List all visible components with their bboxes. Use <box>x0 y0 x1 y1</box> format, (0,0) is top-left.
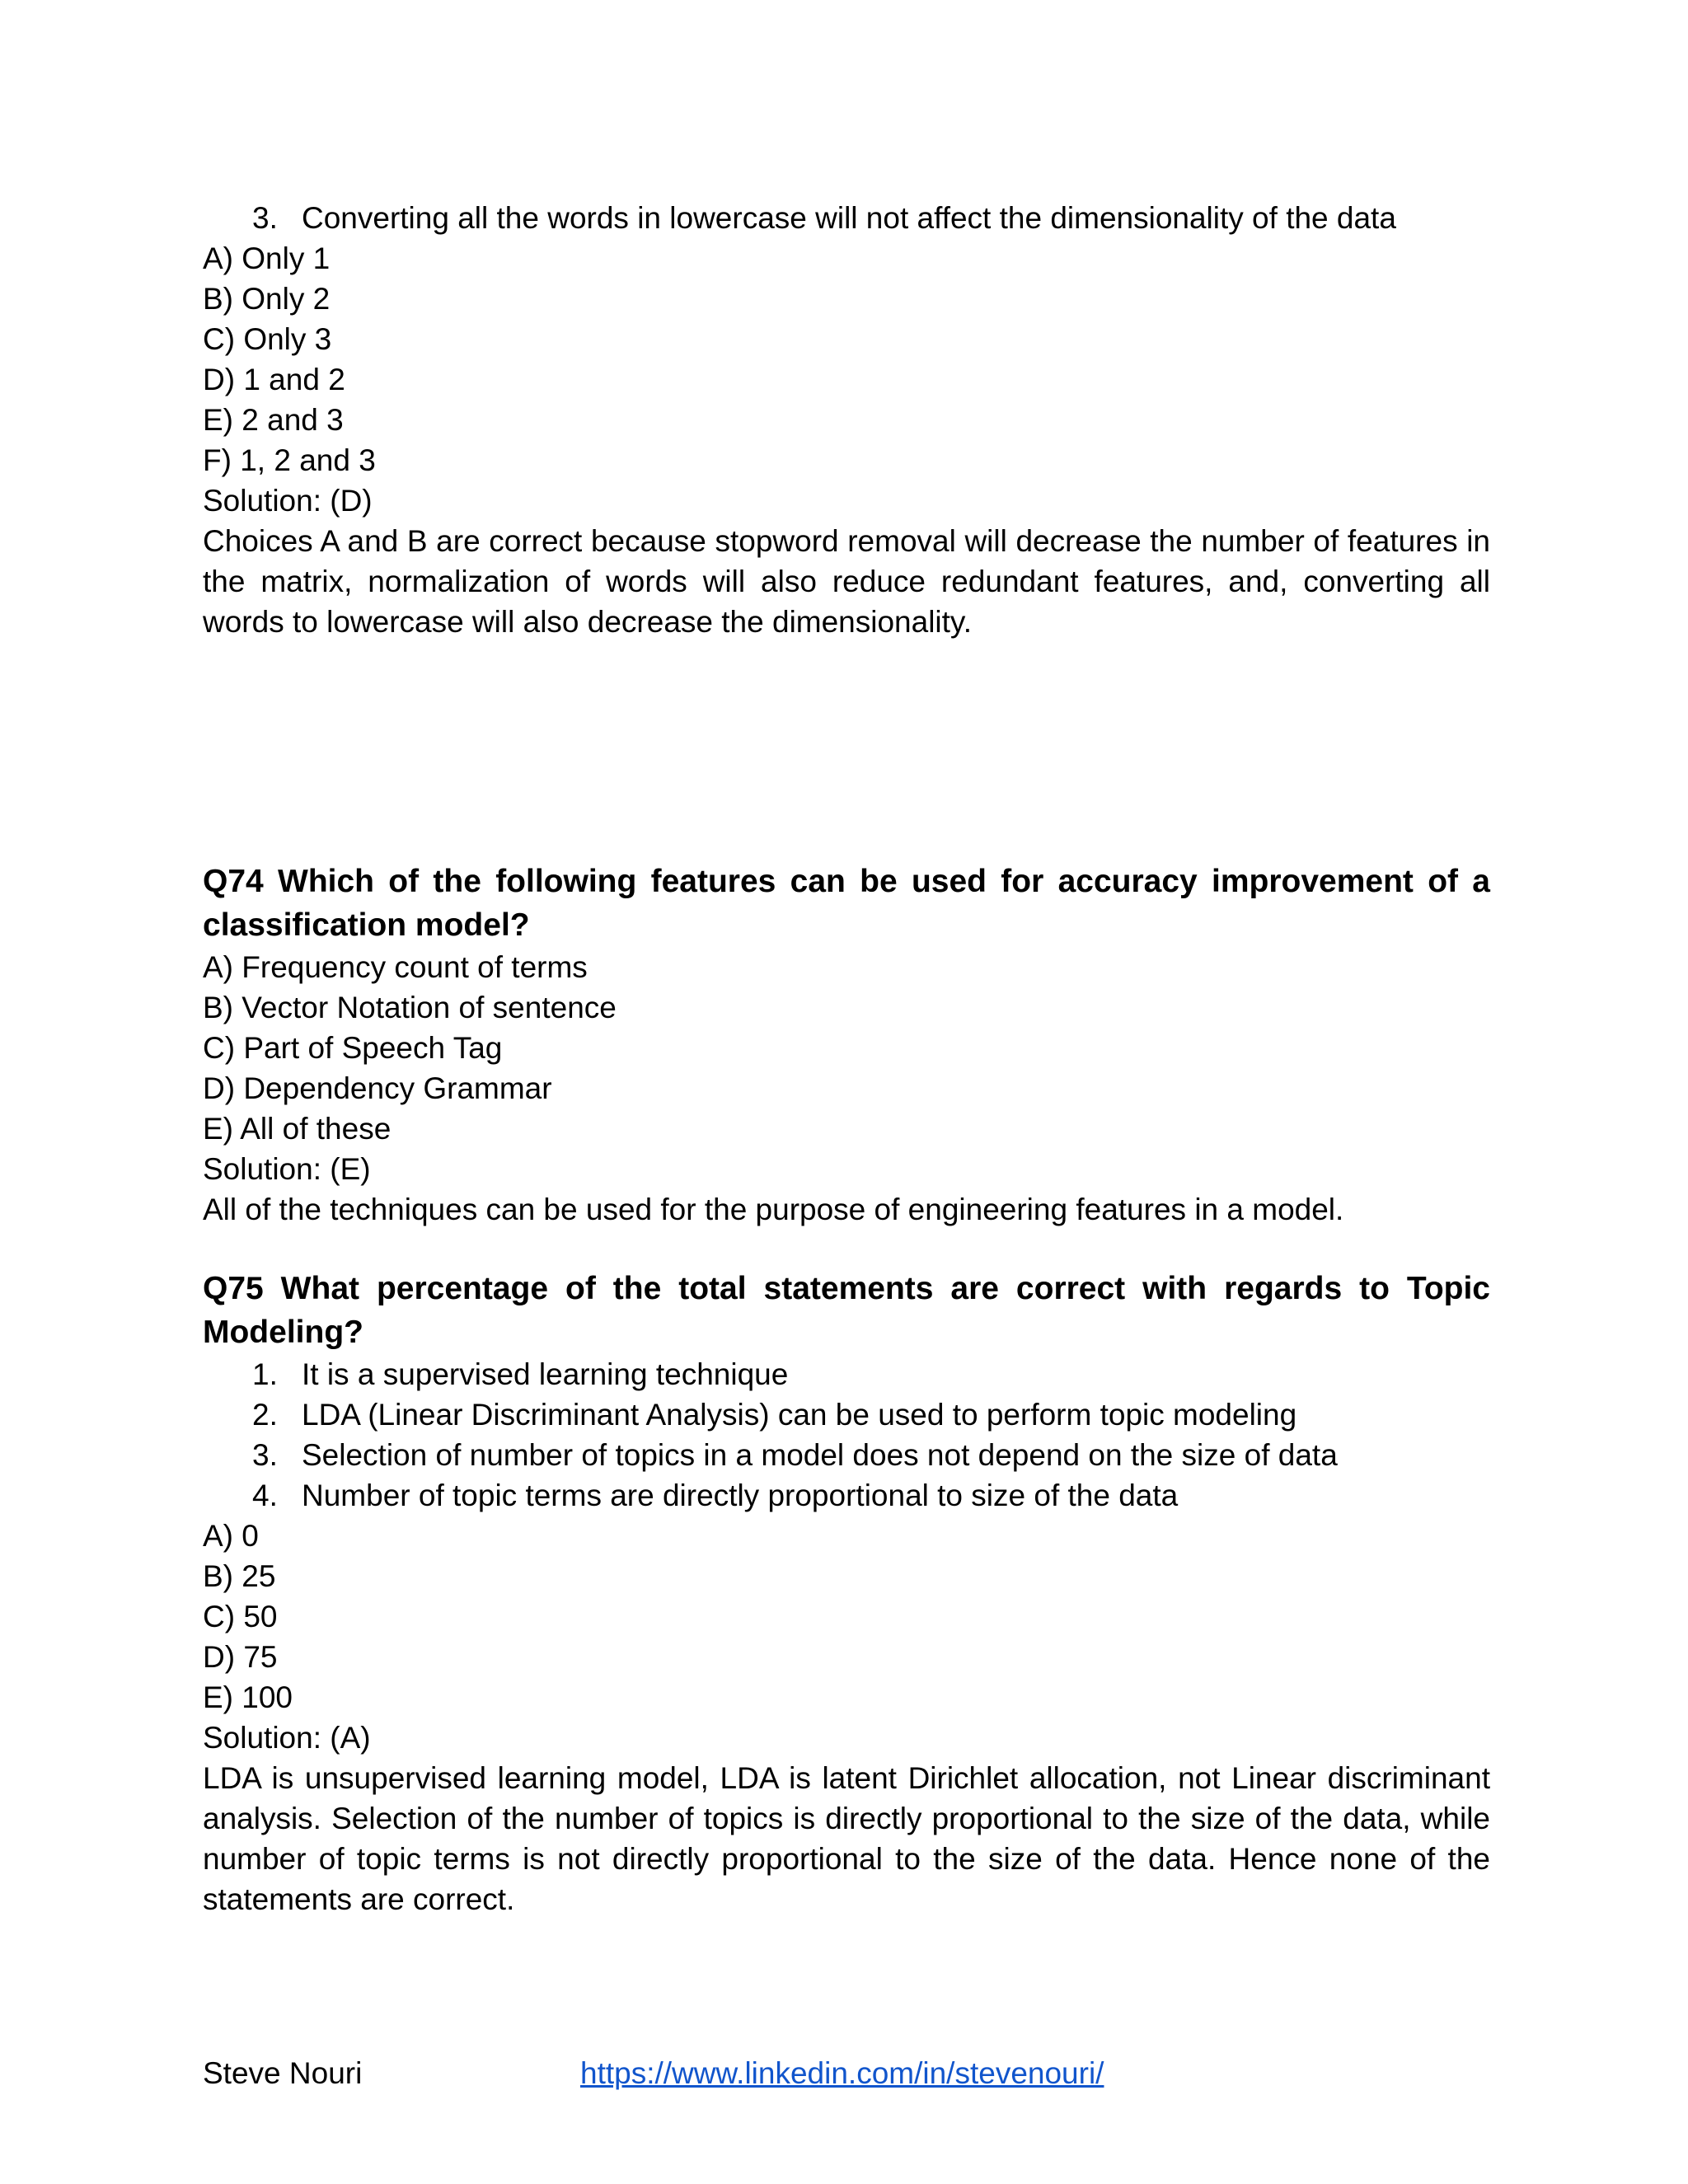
statement-number: 3. <box>252 1438 278 1472</box>
option-e: E) All of these <box>203 1112 392 1146</box>
option-d: D) 1 and 2 <box>203 363 345 396</box>
spacer <box>203 642 1490 860</box>
statement-text: LDA (Linear Discriminant Analysis) can be used to perform topic modeling <box>302 1398 1297 1432</box>
option-c: C) Part of Speech Tag <box>203 1031 503 1065</box>
option-e: E) 100 <box>203 1680 293 1714</box>
question-title-q75: Q75 What percentage of the total statements are correct with regards to Topic Modeling? <box>203 1271 1490 1350</box>
footer-author: Steve Nouri <box>203 2056 363 2090</box>
option-a: A) Frequency count of terms <box>203 950 588 984</box>
numbered-statement <box>203 198 1490 238</box>
option-b: B) Only 2 <box>203 282 331 316</box>
option-e: E) 2 and 3 <box>203 403 344 437</box>
numbered-statement <box>203 1435 1490 1475</box>
solution-line: Solution: (D) <box>203 484 373 518</box>
statement-number: 3. <box>252 201 278 235</box>
solution-line: Solution: (E) <box>203 1152 371 1186</box>
option-b: B) 25 <box>203 1559 276 1593</box>
question-title-q74: Q74 Which of the following features can be used for accuracy improvement of a classification model? <box>203 864 1490 943</box>
statement-number: 1. <box>252 1357 278 1391</box>
option-b: B) Vector Notation of sentence <box>203 991 617 1024</box>
option-d: D) Dependency Grammar <box>203 1071 552 1105</box>
solution-line: Solution: (A) <box>203 1721 371 1755</box>
statement-number: 4. <box>252 1479 278 1512</box>
numbered-statement <box>203 1475 1490 1516</box>
solution-explanation: LDA is unsupervised learning model, LDA is latent Dirichlet allocation, not Linear discriminant analysis. Selection of the number of topics is directly proportional to the size of the data, while number of topic terms is not directly proportional to the size of the data. Hence none of the statements are correct. <box>203 1761 1490 1916</box>
solution-explanation: All of the techniques can be used for the purpose of engineering features in a model. <box>203 1193 1344 1226</box>
solution-explanation: Choices A and B are correct because stopword removal will decrease the number of features in the matrix, normalization of words will also reduce redundant features, and, converting all words to lowercase will also decrease the dimensionality. <box>203 524 1490 639</box>
statement-text: Number of topic terms are directly proportional to size of the data <box>302 1479 1179 1512</box>
numbered-statement <box>203 1354 1490 1394</box>
option-d: D) 75 <box>203 1640 278 1674</box>
statement-text: It is a supervised learning technique <box>302 1357 789 1391</box>
option-a: A) 0 <box>203 1519 259 1553</box>
spacer <box>203 1230 1490 1267</box>
statement-text: Selection of number of topics in a model does not depend on the size of data <box>302 1438 1338 1472</box>
statement-number: 2. <box>252 1398 278 1432</box>
page-content <box>203 198 1490 1919</box>
option-c: C) 50 <box>203 1600 278 1633</box>
numbered-statement <box>203 1394 1490 1435</box>
option-f: F) 1, 2 and 3 <box>203 443 376 477</box>
statement-text: Converting all the words in lowercase will not affect the dimensionality of the data <box>302 201 1396 235</box>
option-a: A) Only 1 <box>203 241 331 275</box>
option-c: C) Only 3 <box>203 322 332 356</box>
footer-linkedin-link[interactable]: https://www.linkedin.com/in/stevenouri/ <box>580 2056 1104 2090</box>
